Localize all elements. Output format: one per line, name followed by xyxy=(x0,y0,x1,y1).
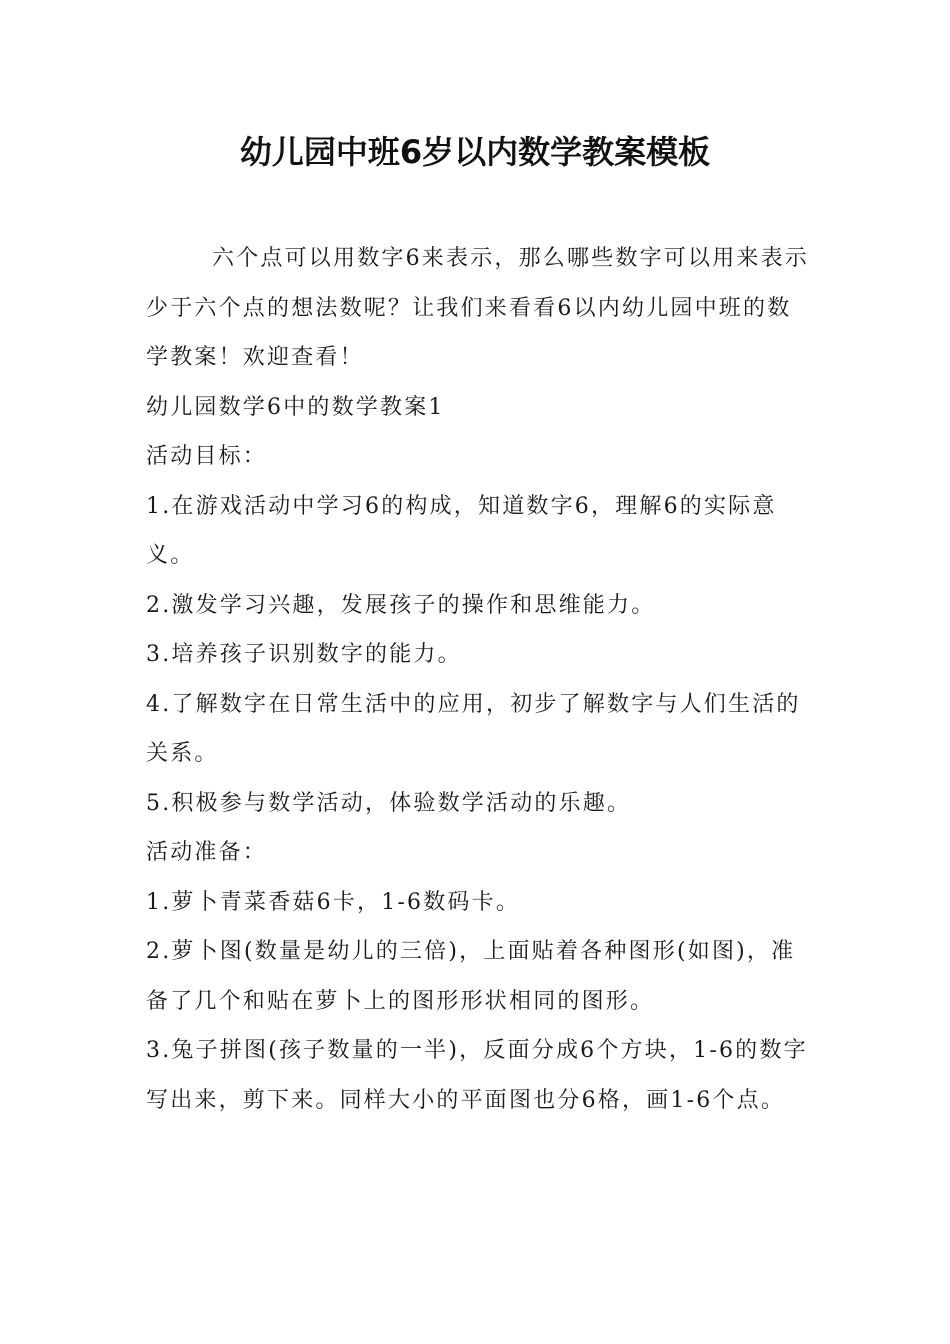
intro-paragraph: 六个点可以用数字6来表示，那么哪些数字可以用来表示少于六个点的想法数呢？让我们来看看6以内幼儿园中班的数学教案！欢迎查看！ xyxy=(146,246,809,370)
goal-item-4: 4.了解数字在日常生活中的应用，初步了解数字与人们生活的关系。 xyxy=(146,691,801,766)
document-title: 幼儿园中班6岁以内数学教案模板 xyxy=(239,133,711,171)
goal-item-1: 1.在游戏活动中学习6的构成，知道数字6，理解6的实际意义。 xyxy=(146,493,777,568)
goals-heading: 活动目标： xyxy=(146,444,268,469)
goal-item-2: 2.激发学习兴趣，发展孩子的操作和思维能力。 xyxy=(146,592,656,618)
preparation-heading: 活动准备： xyxy=(146,840,268,865)
preparation-item-1: 1.萝卜青菜香菇6卡，1-6数码卡。 xyxy=(146,889,521,915)
section-heading: 幼儿园数学6中的数学教案1 xyxy=(146,394,445,420)
preparation-item-3: 3.兔子拼图(孩子数量的一半)，反面分成6个方块，1-6的数字写出来，剪下来。同样大小的平面图也分6格，画1-6个点。 xyxy=(146,1038,808,1113)
goal-item-3: 3.培养孩子识别数字的能力。 xyxy=(146,642,462,667)
document-body xyxy=(146,234,810,1125)
preparation-item-2: 2.萝卜图(数量是幼儿的三倍)，上面贴着各种图形(如图)，准备了几个和贴在萝卜上的图形形状相同的图形。 xyxy=(146,939,796,1014)
goal-item-5: 5.积极参与数学活动，体验数学活动的乐趣。 xyxy=(146,790,632,816)
